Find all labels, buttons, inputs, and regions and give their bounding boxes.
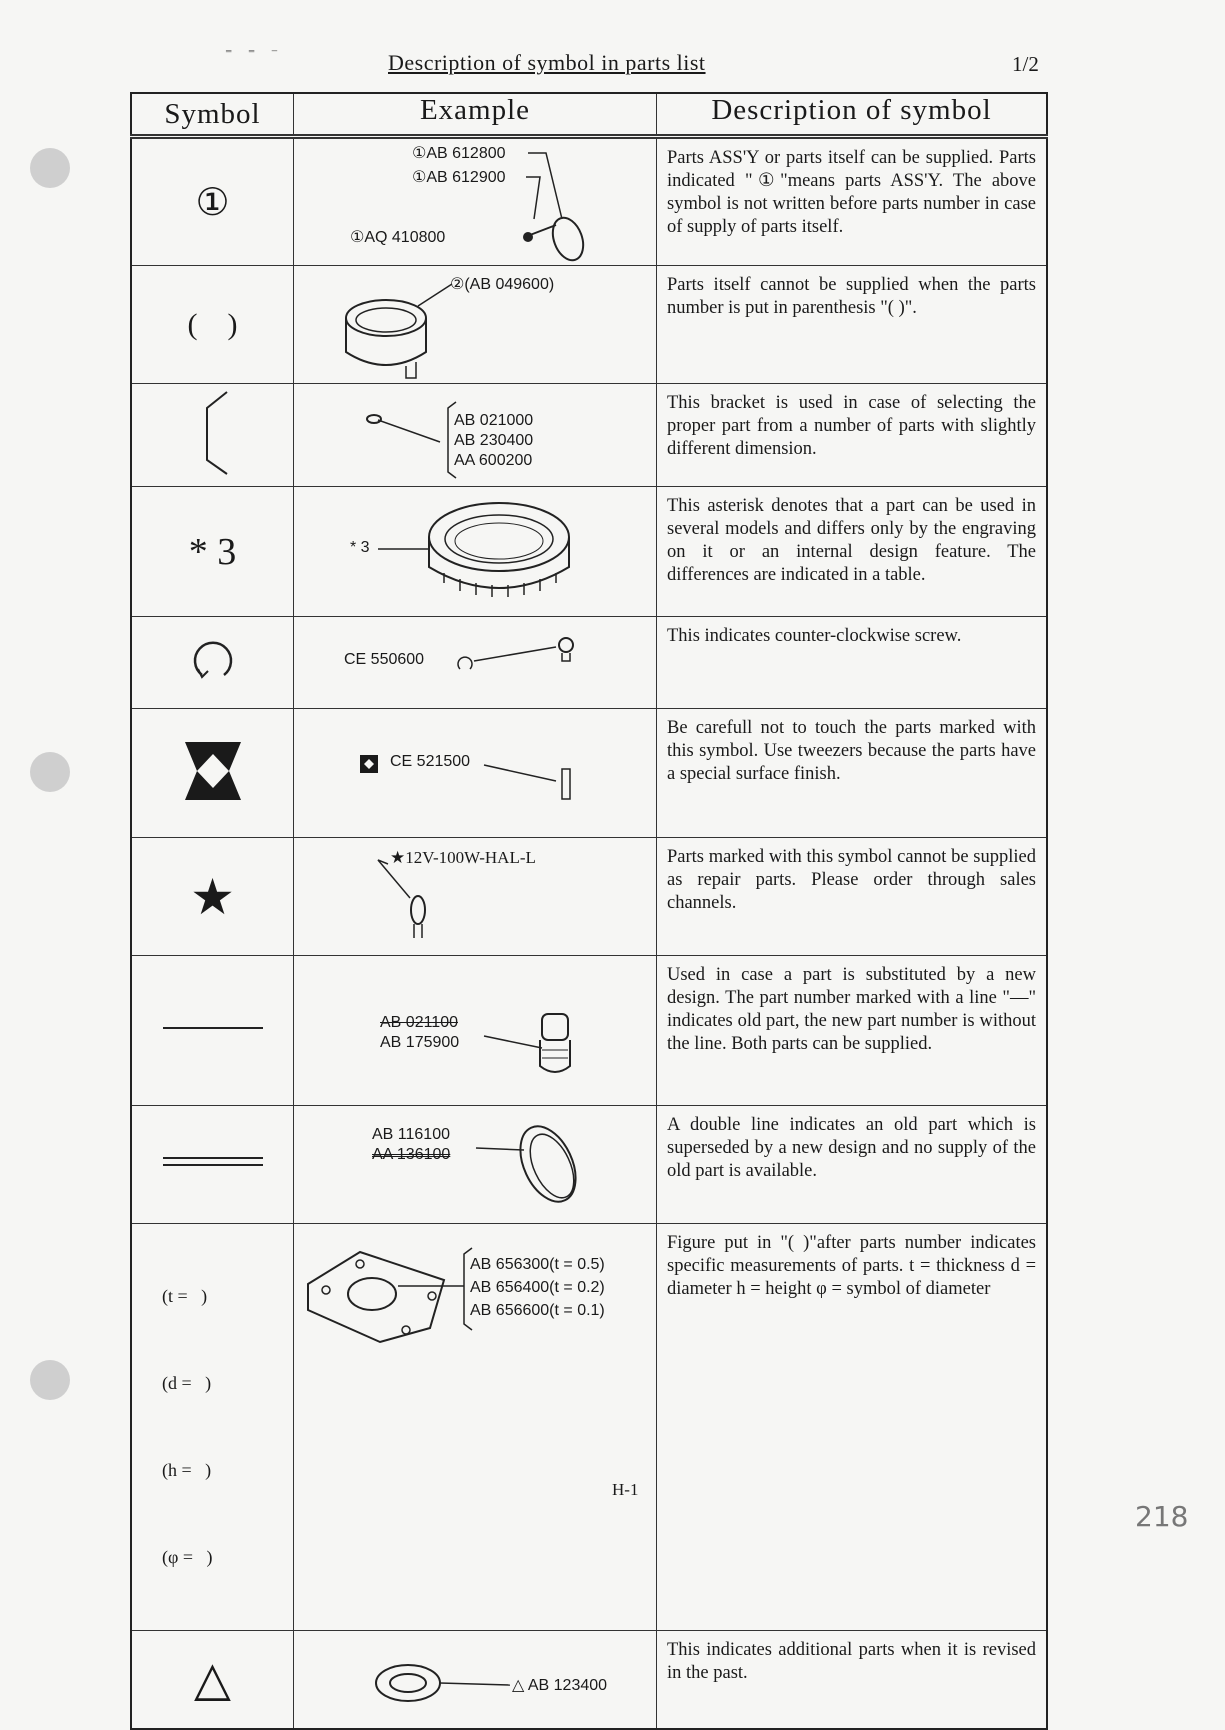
part-illustration xyxy=(294,139,656,265)
example-text: CE 550600 xyxy=(344,651,425,668)
binder-hole-bottom xyxy=(30,1360,70,1400)
table-row xyxy=(131,266,1047,384)
lamp-illustration xyxy=(294,838,656,954)
scan-marks: ⁼ ⁼ ⁻ xyxy=(225,47,285,62)
example-cell xyxy=(294,1106,657,1224)
example-text: AB 021000 xyxy=(454,412,534,429)
description-cell: Be carefull not to touch the parts marked with this symbol. Use tweezers because the parts have a special surface finish. xyxy=(657,709,1048,838)
symbol-cell xyxy=(131,709,294,838)
description-cell: This bracket is used in case of selecting the proper part from a number of parts with slightly different dimension. xyxy=(657,384,1048,487)
example-text: * 3 xyxy=(350,539,370,556)
circled-one-symbol: ① xyxy=(195,181,230,224)
example-text: AA 600200 xyxy=(454,452,533,469)
example-cell xyxy=(294,1631,657,1729)
symbol-cell xyxy=(131,487,294,617)
example-cell xyxy=(294,709,657,838)
example-text: CE 521500 xyxy=(390,753,471,770)
example-text: AB 175900 xyxy=(380,1034,460,1051)
pin-illustration xyxy=(294,384,656,485)
table-row xyxy=(131,1631,1047,1729)
handwritten-number: 218 xyxy=(1135,1500,1189,1533)
example-text: ①AB 612800 xyxy=(412,145,506,162)
example-cell xyxy=(294,1224,657,1631)
single-line-symbol xyxy=(161,1018,265,1038)
symbol-cell xyxy=(131,1106,294,1224)
description-cell: A double line indicates an old part which is superseded by a new design and no supply of the old part is available. xyxy=(657,1106,1048,1224)
example-cell xyxy=(294,487,657,617)
example-text: △ AB 123400 xyxy=(512,1677,608,1694)
example-text: AB 230400 xyxy=(454,432,534,449)
symbol-cell xyxy=(131,137,294,266)
example-text: ②(AB 049600) xyxy=(450,276,555,293)
gasket-illustration xyxy=(294,1224,656,1360)
tweezers-mark-icon xyxy=(183,740,243,802)
ring-illustration xyxy=(294,1106,656,1222)
example-cell xyxy=(294,137,657,266)
table-row xyxy=(131,838,1047,956)
symbol-cell xyxy=(131,266,294,384)
table-row xyxy=(131,1106,1047,1224)
example-text: ①AQ 410800 xyxy=(350,229,446,246)
contact-illustration xyxy=(294,709,656,836)
example-cell xyxy=(294,838,657,956)
symbol-table xyxy=(130,92,1048,1730)
page-title: Description of symbol in parts list xyxy=(388,50,706,75)
description-cell: Parts itself cannot be supplied when the parts number is put in parenthesis "( )". xyxy=(657,266,1048,384)
table-row xyxy=(131,487,1047,617)
example-text: AB 116100 xyxy=(372,1126,450,1143)
table-row xyxy=(131,956,1047,1106)
table-row xyxy=(131,709,1047,838)
example-text: AB 656300(t = 0.5) xyxy=(470,1256,605,1273)
phi-label: (φ = ) xyxy=(162,1547,213,1567)
counter-clockwise-icon xyxy=(188,635,238,685)
double-line-symbol xyxy=(161,1150,265,1174)
triangle-icon: △ xyxy=(194,1653,231,1707)
table-row xyxy=(131,137,1047,266)
bracket-symbol xyxy=(193,388,233,478)
description-cell: This indicates additional parts when it is revised in the past. xyxy=(657,1631,1048,1729)
symbol-cell xyxy=(131,1224,294,1631)
example-text: ①AB 612900 xyxy=(412,169,506,186)
example-text: AB 656600(t = 0.1) xyxy=(470,1302,605,1319)
binder-hole-top xyxy=(30,148,70,188)
page-fraction: 1/2 xyxy=(1012,52,1039,76)
example-cell xyxy=(294,617,657,709)
header-example: Example xyxy=(294,93,657,137)
example-text: ★12V-100W-HAL-L xyxy=(390,848,536,867)
example-text-old: AB 021100 xyxy=(380,1014,458,1031)
symbol-cell xyxy=(131,384,294,487)
table-row xyxy=(131,617,1047,709)
description-cell: Used in case a part is substituted by a new design. The part number marked with a line "—" indicates old part, the new part number is without the line. Both parts can be supplied. xyxy=(657,956,1048,1106)
table-row xyxy=(131,384,1047,487)
star-icon: ★ xyxy=(190,868,235,925)
example-cell xyxy=(294,384,657,487)
header-symbol: Symbol xyxy=(131,93,294,137)
binder-hole-middle xyxy=(30,752,70,792)
example-text-old: AA 136100 xyxy=(372,1146,451,1163)
description-cell: Parts ASS'Y or parts itself can be supplied. Parts indicated "①"means parts ASS'Y. The above symbol is not written before parts number in case of supply of parts itself. xyxy=(657,137,1048,266)
symbol-cell xyxy=(131,617,294,709)
table-header-row xyxy=(131,93,1047,137)
symbol-cell xyxy=(131,838,294,956)
example-cell xyxy=(294,266,657,384)
asterisk-symbol: * 3 xyxy=(188,530,237,573)
page-code: H-1 xyxy=(612,1480,639,1499)
ring-illustration xyxy=(294,266,656,382)
description-cell: This indicates counter-clockwise screw. xyxy=(657,617,1048,709)
height-label: (h = ) xyxy=(162,1460,212,1480)
screw-illustration xyxy=(294,617,656,707)
nut-illustration xyxy=(294,487,656,615)
example-cell xyxy=(294,956,657,1106)
parenthesis-symbol: ( ) xyxy=(187,307,238,341)
description-cell: This asterisk denotes that a part can be used in several models and differs only by the engraving on it or an internal design feature. The differences are indicated in a table. xyxy=(657,487,1048,617)
example-text: AB 656400(t = 0.2) xyxy=(470,1279,605,1296)
washer-illustration xyxy=(294,1631,656,1727)
header-description: Description of symbol xyxy=(657,93,1048,137)
symbol-cell xyxy=(131,956,294,1106)
table-row xyxy=(131,1224,1047,1631)
thickness-label: (t = ) xyxy=(162,1286,208,1306)
symbol-cell xyxy=(131,1631,294,1729)
description-cell: Parts marked with this symbol cannot be supplied as repair parts. Please order through sales channels. xyxy=(657,838,1048,956)
description-cell: Figure put in "( )"after parts number indicates specific measurements of parts. t = thickness d = diameter h = height φ = symbol of diameter xyxy=(657,1224,1048,1631)
diameter-label: (d = ) xyxy=(162,1373,212,1393)
gear-illustration xyxy=(294,956,656,1104)
